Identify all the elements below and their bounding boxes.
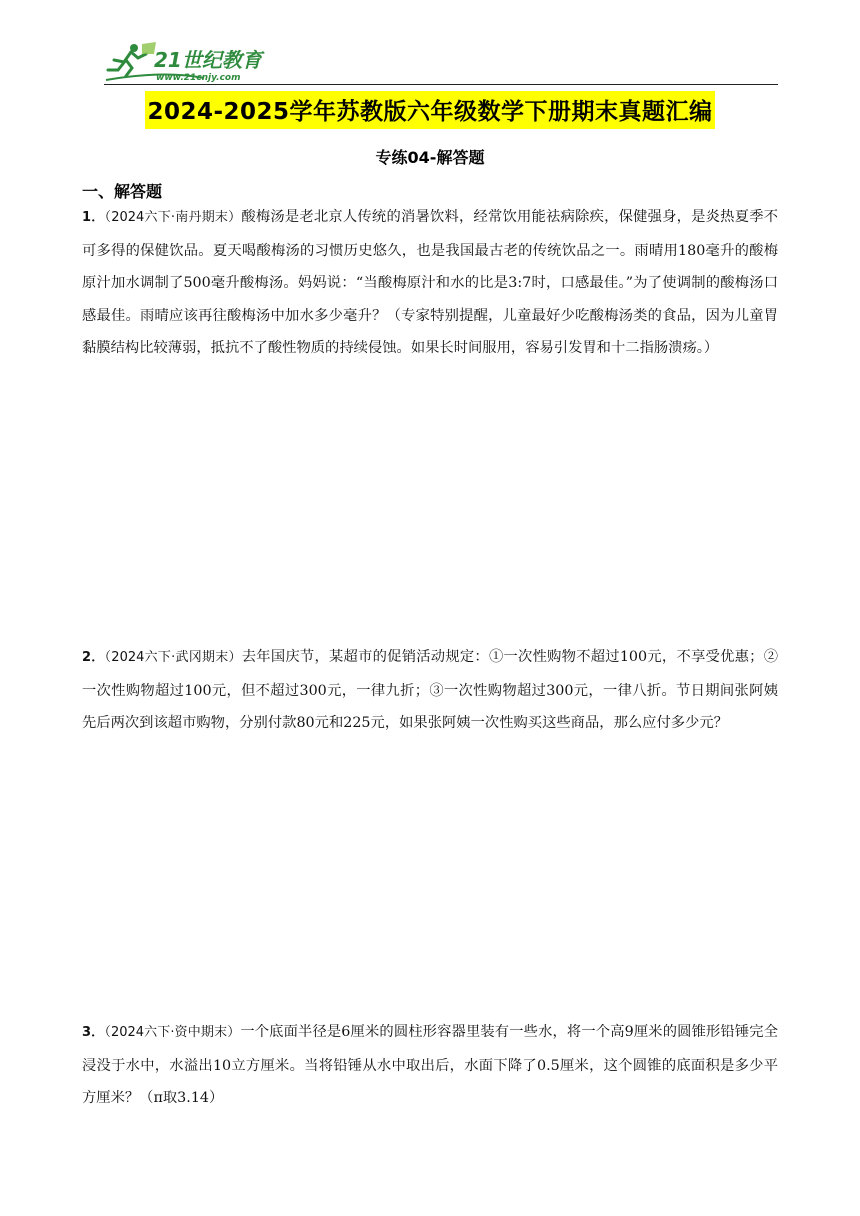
question-1 xyxy=(82,201,778,365)
runner-logo-icon xyxy=(104,40,274,86)
question-text: 去年国庆节，某超市的促销活动规定：①一次性购物不超过100元，不享受优惠；②一次性购物超过100元，但不超过300元，一律九折；③一次性购物超过300元，一律八折。节日期间张阿姨先后两次到该超市购物，分别付款80元和225元，如果张阿姨一次性购买这些商品，那么应付多少元？ xyxy=(82,649,779,731)
question-text: 酸梅汤是老北京人传统的消暑饮料，经常饮用能祛病除疾，保健强身，是炎热夏季不可多得的保健饮品。夏天喝酸梅汤的习惯历史悠久，也是我国最古老的传统饮品之一。雨晴用180毫升的酸梅原汁加水调制了500毫升酸梅汤。妈妈说：“当酸梅原汁和水的比是3:7时，口感最佳。”为了使调制的酸梅汤口感最佳。雨晴应该再往酸梅汤中加水多少毫升？（专家特别提醒，儿童最好少吃酸梅汤类的食品，因为儿童胃黏膜结构比较薄弱，抵抗不了酸性物质的持续侵蚀。如果长时间服用，容易引发胃和十二指肠溃疡。） xyxy=(82,209,779,356)
logo-site-text: www.21cnjy.com xyxy=(156,73,241,83)
logo-brand-text: 21世纪教育 xyxy=(154,48,262,72)
title-wrap xyxy=(0,91,860,129)
question-source: （2024六下·南丹期末） xyxy=(104,210,242,225)
question-3 xyxy=(82,1016,778,1115)
page-title: 2024-2025学年苏教版六年级数学下册期末真题汇编 xyxy=(145,91,714,129)
question-source: （2024六下·武冈期末） xyxy=(104,650,242,665)
question-number: 1． xyxy=(82,210,105,225)
question-number: 3． xyxy=(82,1025,105,1040)
header-rule xyxy=(104,84,778,85)
page-subtitle: 专练04-解答题 xyxy=(375,148,485,167)
logo xyxy=(104,40,274,86)
question-number: 2． xyxy=(82,650,105,665)
section-heading: 一、解答题 xyxy=(82,182,163,201)
question-text: 一个底面半径是6厘米的圆柱形容器里装有一些水，将一个高9厘米的圆锥形铅锤完全浸没于水中，水溢出10立方厘米。当将铅锤从水中取出后，水面下降了0.5厘米，这个圆锥的底面积是多少平方厘米？（π取3.14） xyxy=(82,1024,778,1106)
question-source: （2024六下·资中期末） xyxy=(104,1025,241,1040)
question-2 xyxy=(82,641,778,740)
